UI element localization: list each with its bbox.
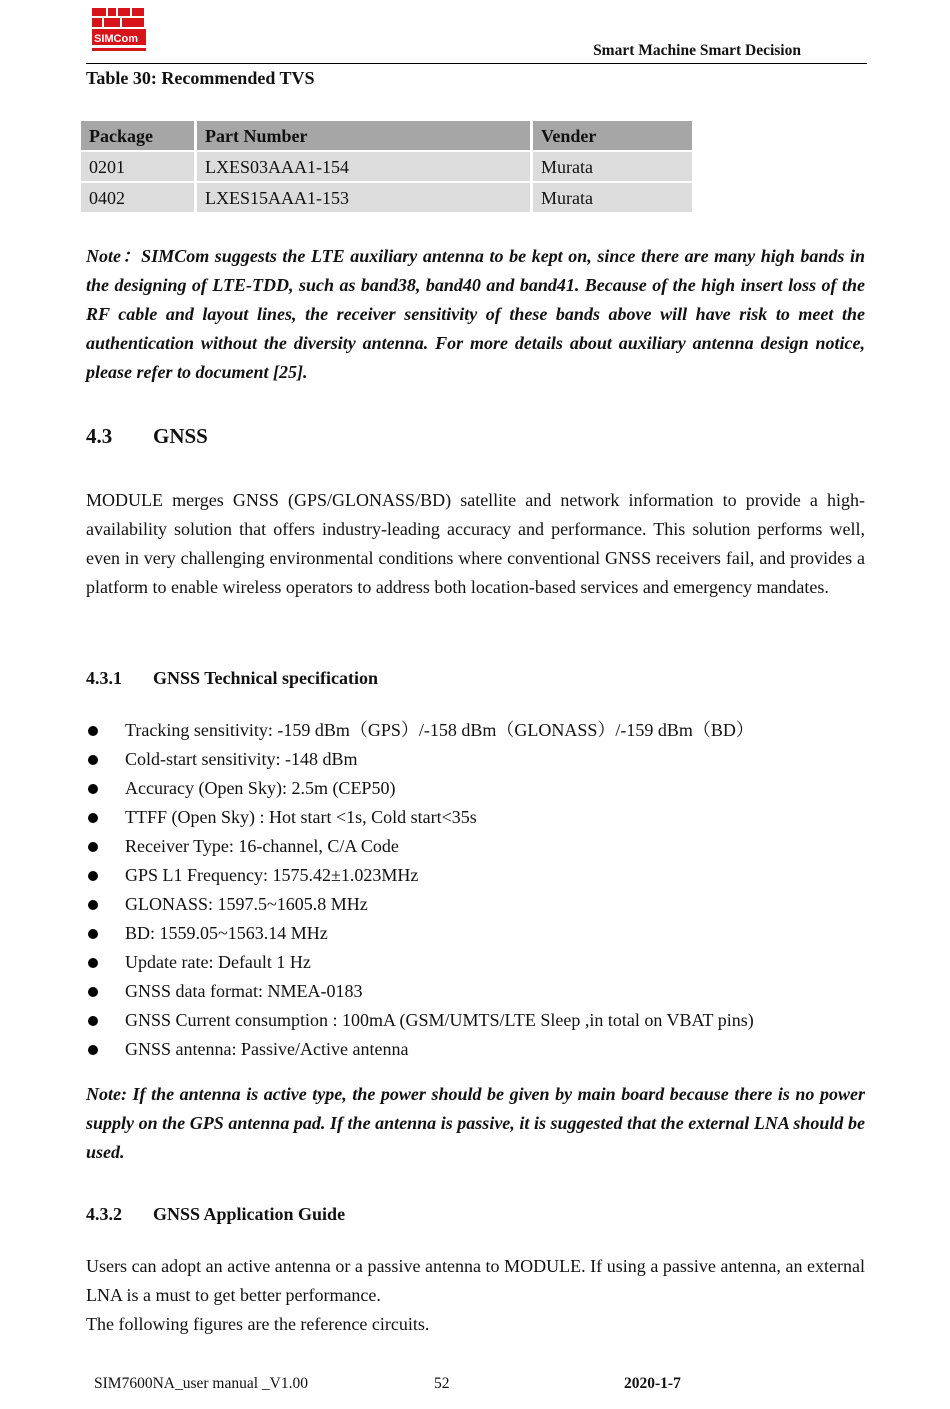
spec-text: GLONASS: 1597.5~1605.8 MHz (125, 894, 368, 914)
application-guide-paragraph: Users can adopt an active antenna or a passive antenna to MODULE. If using a passive antenna, an external LNA is a must to get better performance. (86, 1256, 865, 1305)
spec-text: TTFF (Open Sky) : Hot start <1s, Cold start<35s (125, 807, 477, 827)
column-header-vender: Vender (533, 121, 692, 150)
bullet-icon (88, 755, 98, 765)
header-tagline: Smart Machine Smart Decision (593, 42, 801, 59)
bullet-icon (88, 958, 98, 968)
reference-circuits-line: The following figures are the reference circuits. (86, 1314, 430, 1334)
spec-text: Receiver Type: 16-channel, C/A Code (125, 836, 399, 856)
spec-text: Tracking sensitivity: -159 dBm（GPS）/-158 dBm（GLONASS）/-159 dBm（BD） (125, 720, 754, 740)
list-item (86, 803, 754, 832)
gnss-intro-paragraph: MODULE merges GNSS (GPS/GLONASS/BD) satellite and network information to provide a high-availability solution that offers industry-leading accuracy and performance. This solution performs well, even in very challenging environmental conditions where conventional GNSS receivers fail, and provides a platform to enable wireless operators to address both location-based services and emergency mandates. (86, 490, 865, 597)
bullet-icon (88, 726, 98, 736)
lte-antenna-note: Note：SIMCom suggests the LTE auxiliary antenna to be kept on, since there are many high bands in the designing of LTE-TDD, such as band38, band40 and band41. Because of the high insert loss of the RF cable and layout lines, the receiver sensitivity of these bands above will have risk to meet the authentication without the diversity antenna. For more details about auxiliary antenna design notice, please refer to document [25]. (86, 246, 865, 382)
bullet-icon (88, 900, 98, 910)
table-caption: Table 30: Recommended TVS (86, 68, 315, 88)
bullet-icon (88, 813, 98, 823)
simcom-logo (90, 6, 148, 56)
spec-text: Accuracy (Open Sky): 2.5m (CEP50) (125, 778, 396, 798)
table-cell: LXES15AAA1-153 (197, 183, 530, 212)
table-cell: LXES03AAA1-154 (197, 152, 530, 181)
list-item (86, 948, 754, 977)
spec-text: GNSS Current consumption : 100mA (GSM/UMTS/LTE Sleep ,in total on VBAT pins) (125, 1010, 754, 1030)
spec-text: Cold-start sensitivity: -148 dBm (125, 749, 358, 769)
list-item (86, 919, 754, 948)
table-cell: Murata (533, 183, 692, 212)
section-heading (86, 424, 208, 449)
column-header-package: Package (81, 121, 194, 150)
subsection-title: GNSS Technical specification (153, 668, 379, 688)
gnss-spec-list (86, 716, 754, 1064)
list-item (86, 861, 754, 890)
footer-date: 2020-1-7 (624, 1375, 681, 1392)
list-item (86, 832, 754, 861)
bullet-icon (88, 987, 98, 997)
bullet-icon (88, 784, 98, 794)
bullet-icon (88, 871, 98, 881)
section-title: GNSS (153, 424, 208, 448)
table-cell: 0402 (81, 183, 194, 212)
table-cell: 0201 (81, 152, 194, 181)
list-item (86, 1035, 754, 1064)
list-item (86, 890, 754, 919)
list-item (86, 716, 754, 745)
table-row (81, 152, 692, 181)
subsection-number: 4.3.1 (86, 668, 122, 688)
list-item (86, 977, 754, 1006)
svg-text:SIMCom: SIMCom (94, 33, 138, 45)
table-cell: Murata (533, 152, 692, 181)
table-row (81, 183, 692, 212)
spec-text: Update rate: Default 1 Hz (125, 952, 311, 972)
spec-text: GNSS antenna: Passive/Active antenna (125, 1039, 409, 1059)
subsection-title: GNSS Application Guide (153, 1204, 346, 1224)
column-header-part-number: Part Number (197, 121, 530, 150)
bullet-icon (88, 1045, 98, 1055)
bullet-icon (88, 929, 98, 939)
spec-text: GPS L1 Frequency: 1575.42±1.023MHz (125, 865, 419, 885)
spec-text: BD: 1559.05~1563.14 MHz (125, 923, 328, 943)
bullet-icon (88, 1016, 98, 1026)
footer-page-number: 52 (434, 1375, 450, 1392)
spec-text: GNSS data format: NMEA-0183 (125, 981, 363, 1001)
active-antenna-note: Note: If the antenna is active type, the power should be given by main board because there is no power supply on the GPS antenna pad. If the antenna is passive, it is suggested that the external LNA should be used. (86, 1084, 865, 1162)
table-header-row (81, 121, 692, 150)
subsection-heading-specs (86, 668, 378, 689)
subsection-heading-guide (86, 1204, 345, 1225)
section-number: 4.3 (86, 424, 113, 448)
header-divider (86, 63, 867, 64)
recommended-tvs-table (78, 119, 695, 214)
list-item (86, 745, 754, 774)
bullet-icon (88, 842, 98, 852)
list-item (86, 774, 754, 803)
subsection-number: 4.3.2 (86, 1204, 122, 1224)
footer-doc-name: SIM7600NA_user manual _V1.00 (94, 1375, 308, 1392)
list-item (86, 1006, 754, 1035)
